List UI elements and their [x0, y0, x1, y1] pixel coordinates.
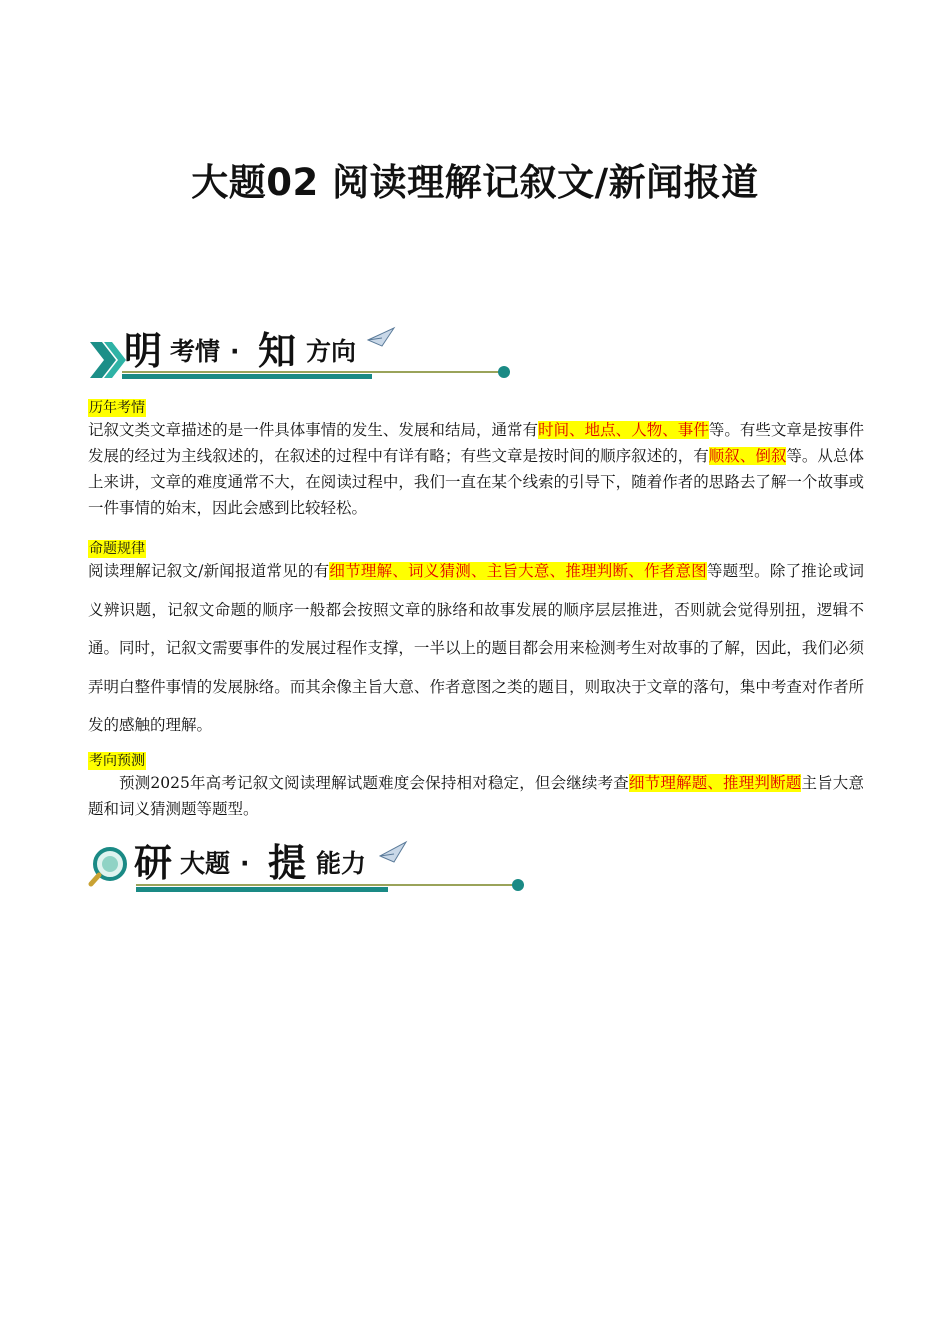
- banner-char-zhi: 知: [258, 328, 297, 373]
- banner-dot: ·: [230, 337, 240, 366]
- label-exam-history: 历年考情: [89, 400, 145, 416]
- banner-char-ti: 提: [268, 840, 307, 885]
- section-question-patterns: [88, 539, 864, 745]
- section-banner-improve-skills: [88, 832, 538, 900]
- banner-text-kaoqing: 考情: [170, 337, 221, 366]
- banner-teal-bar: [136, 887, 388, 892]
- text-segment: 等。从总体上来讲，文章的难度通常不大，在阅读过程中，我们一直在某个线索的引导下，随着作者的思路去了解一个故事或一件事情的始末，因此会感到比较轻松。: [88, 447, 864, 517]
- banner-char-yan: 研: [134, 840, 173, 885]
- section-forecast: [88, 751, 864, 822]
- banner-end-dot: [498, 366, 510, 378]
- section-exam-history: [88, 398, 864, 521]
- highlight-narration-order: 顺叙、倒叙: [708, 447, 787, 465]
- paper-plane-icon: [368, 328, 394, 346]
- highlight-elements: 时间、地点、人物、事件: [538, 421, 709, 439]
- paragraph-question-patterns: [88, 552, 864, 745]
- text-segment: 预测2025年高考记叙文阅读理解试题难度会保持相对稳定，但会继续考查: [119, 774, 629, 792]
- banner-text-dati: 大题: [180, 849, 231, 878]
- banner-text-fangxiang: 方向: [306, 337, 357, 366]
- section-banner-exam-trends: [88, 320, 518, 388]
- chevron-arrow-icon: [90, 342, 126, 378]
- banner-teal-bar: [122, 374, 372, 379]
- magnifier-icon: [91, 849, 125, 884]
- page-title: 大题02 阅读理解记叙文/新闻报道: [191, 161, 759, 204]
- text-segment: 阅读理解记叙文/新闻报道常见的有: [88, 562, 330, 580]
- text-segment: 主旨大意题和词义猜测题等题型。: [88, 774, 864, 818]
- paper-plane-icon: [380, 842, 406, 862]
- text-segment: 记叙文类文章描述的是一件具体事情的发生、发展和结局，通常有: [88, 421, 539, 439]
- banner-end-dot: [512, 879, 524, 891]
- banner-char-ming: 明: [124, 328, 163, 373]
- text-segment: 等。有些文章是按事件发展的经过为主线叙述的，在叙述的过程中有详有略；有些文章是按时间的顺序叙述的，有: [88, 421, 864, 465]
- highlight-question-types: 细节理解、词义猜测、主旨大意、推理判断、作者意图: [329, 562, 707, 580]
- paragraph-forecast: [88, 770, 864, 822]
- label-question-patterns: 命题规律: [89, 541, 145, 557]
- label-forecast: 考向预测: [89, 753, 145, 769]
- banner-text-nengli: 能力: [316, 849, 367, 878]
- banner-dot: ·: [240, 849, 250, 878]
- highlight-forecast-types: 细节理解题、推理判断题: [628, 774, 802, 792]
- text-segment: 等题型。除了推论或词义辨识题，记叙文命题的顺序一般都会按照文章的脉络和故事发展的顺序层层推进，否则就会觉得别扭，逻辑不通。同时，记叙文需要事件的发展过程作支撑，一半以上的题目都会用来检测考生对故事的了解，因此，我们必须弄明白整件事情的发展脉络。而其余像主旨大意、作者意图之类的题目，则取决于文章的落句，集中考查对作者所发的感触的理解。: [88, 562, 864, 734]
- paragraph-exam-history: [88, 417, 864, 521]
